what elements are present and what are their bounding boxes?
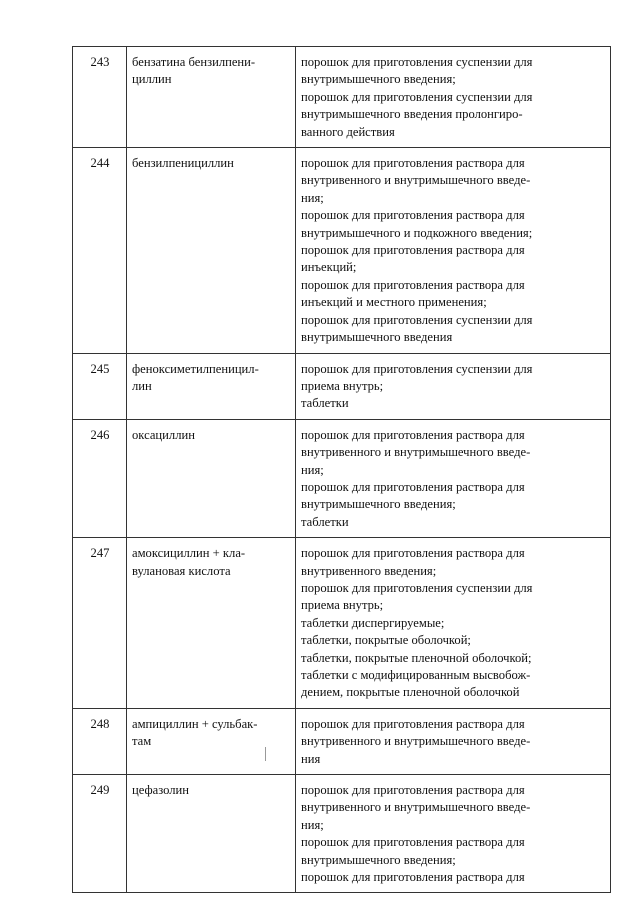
drug-name-line: вулановая кислота	[132, 563, 231, 578]
dosage-forms	[296, 775, 611, 893]
dosage-form-line: внутривенного и внутримышечного введе-	[301, 173, 531, 188]
dosage-form-line: порошок для приготовления раствора для	[301, 870, 525, 885]
row-number: 244	[73, 148, 127, 353]
dosage-form-line: порошок для приготовления суспензии для	[301, 312, 533, 327]
drug-name-line: оксациллин	[132, 427, 195, 442]
dosage-form-line: порошок для приготовления суспензии для	[301, 580, 533, 595]
dosage-forms	[296, 419, 611, 537]
dosage-form-line: таблетки диспергируемые;	[301, 615, 445, 630]
dosage-form-line: порошок для приготовления суспензии для	[301, 89, 533, 104]
table-row	[73, 47, 611, 148]
dosage-form-line: таблетки, покрытые оболочкой;	[301, 633, 471, 648]
dosage-form-line: таблетки с модифицированным высвобож-	[301, 668, 531, 682]
dosage-forms	[296, 708, 611, 774]
drug-name-line: там	[132, 734, 152, 749]
dosage-form-line: порошок для приготовления раствора для	[301, 479, 525, 494]
row-number: 249	[73, 775, 127, 893]
row-number: 248	[73, 708, 127, 774]
table-row	[73, 708, 611, 774]
dosage-form-line: приема внутрь;	[301, 598, 384, 613]
dosage-form-line: внутривенного и внутримышечного введе-	[301, 445, 531, 460]
table-row	[73, 538, 611, 709]
row-number: 243	[73, 47, 127, 148]
dosage-form-line: внутримышечного введения	[301, 330, 453, 345]
dosage-form-line: ванного действия	[301, 124, 395, 139]
dosage-form-line: порошок для приготовления раствора для	[301, 277, 525, 292]
dosage-form-line: порошок для приготовления раствора для	[301, 427, 525, 442]
dosage-form-line: порошок для приготовления раствора для	[301, 783, 525, 798]
drug-name	[127, 775, 296, 893]
dosage-form-line: порошок для приготовления раствора для	[301, 156, 525, 171]
drug-name	[127, 148, 296, 353]
drug-name	[127, 708, 296, 774]
drug-name-line: бензилпенициллин	[132, 156, 234, 171]
drug-name-line: бензатина бензилпени-	[132, 55, 256, 69]
dosage-form-line: ния;	[301, 190, 324, 205]
dosage-forms	[296, 47, 611, 148]
drug-name	[127, 538, 296, 709]
dosage-form-line: порошок для приготовления раствора для	[301, 546, 525, 561]
dosage-form-line: порошок для приготовления раствора для	[301, 208, 525, 223]
drug-name	[127, 419, 296, 537]
document-page	[72, 46, 596, 893]
dosage-form-line: порошок для приготовления раствора для	[301, 835, 525, 850]
drug-name	[127, 47, 296, 148]
dosage-form-line: инъекций;	[301, 260, 357, 275]
dosage-form-line: внутримышечного введения пролонгиро-	[301, 107, 523, 122]
drug-name-line: феноксиметилпеницил-	[132, 361, 259, 376]
dosage-form-line: внутримышечного введения;	[301, 72, 456, 87]
scan-artifact-mark	[265, 747, 266, 761]
dosage-form-line: таблетки	[301, 396, 349, 411]
dosage-forms	[296, 148, 611, 353]
table-row	[73, 353, 611, 419]
drug-name	[127, 353, 296, 419]
dosage-form-line: порошок для приготовления суспензии для	[301, 55, 533, 69]
dosage-form-line: таблетки	[301, 514, 349, 529]
drug-name-line: циллин	[132, 72, 172, 87]
dosage-form-line: ния	[301, 751, 321, 766]
table-row	[73, 775, 611, 893]
dosage-form-line: дением, покрытые пленочной оболочкой	[301, 685, 520, 700]
dosage-form-line: внутримышечного введения;	[301, 852, 456, 867]
dosage-form-line: ния;	[301, 462, 324, 477]
dosage-form-line: ния;	[301, 817, 324, 832]
drug-name-line: цефазолин	[132, 783, 190, 798]
drug-name-line: ампициллин + сульбак-	[132, 716, 258, 731]
row-number: 245	[73, 353, 127, 419]
dosage-form-line: внутримышечного введения;	[301, 497, 456, 512]
drug-name-line: амоксициллин + кла-	[132, 546, 246, 561]
dosage-form-line: приема внутрь;	[301, 378, 384, 393]
table-row	[73, 148, 611, 353]
dosage-form-line: порошок для приготовления суспензии для	[301, 361, 533, 376]
row-number: 246	[73, 419, 127, 537]
dosage-form-line: порошок для приготовления раствора для	[301, 716, 525, 731]
dosage-form-line: порошок для приготовления раствора для	[301, 243, 525, 258]
dosage-form-line: таблетки, покрытые пленочной оболочкой;	[301, 650, 532, 665]
dosage-forms	[296, 538, 611, 709]
dosage-forms	[296, 353, 611, 419]
table-row	[73, 419, 611, 537]
dosage-form-line: внутривенного введения;	[301, 563, 437, 578]
dosage-form-line: внутривенного и внутримышечного введе-	[301, 800, 531, 815]
dosage-form-line: внутримышечного и подкожного введения;	[301, 225, 533, 240]
row-number: 247	[73, 538, 127, 709]
dosage-form-line: внутривенного и внутримышечного введе-	[301, 734, 531, 749]
drug-name-line: лин	[132, 378, 152, 393]
medicine-table	[72, 46, 611, 893]
dosage-form-line: инъекций и местного применения;	[301, 295, 487, 310]
